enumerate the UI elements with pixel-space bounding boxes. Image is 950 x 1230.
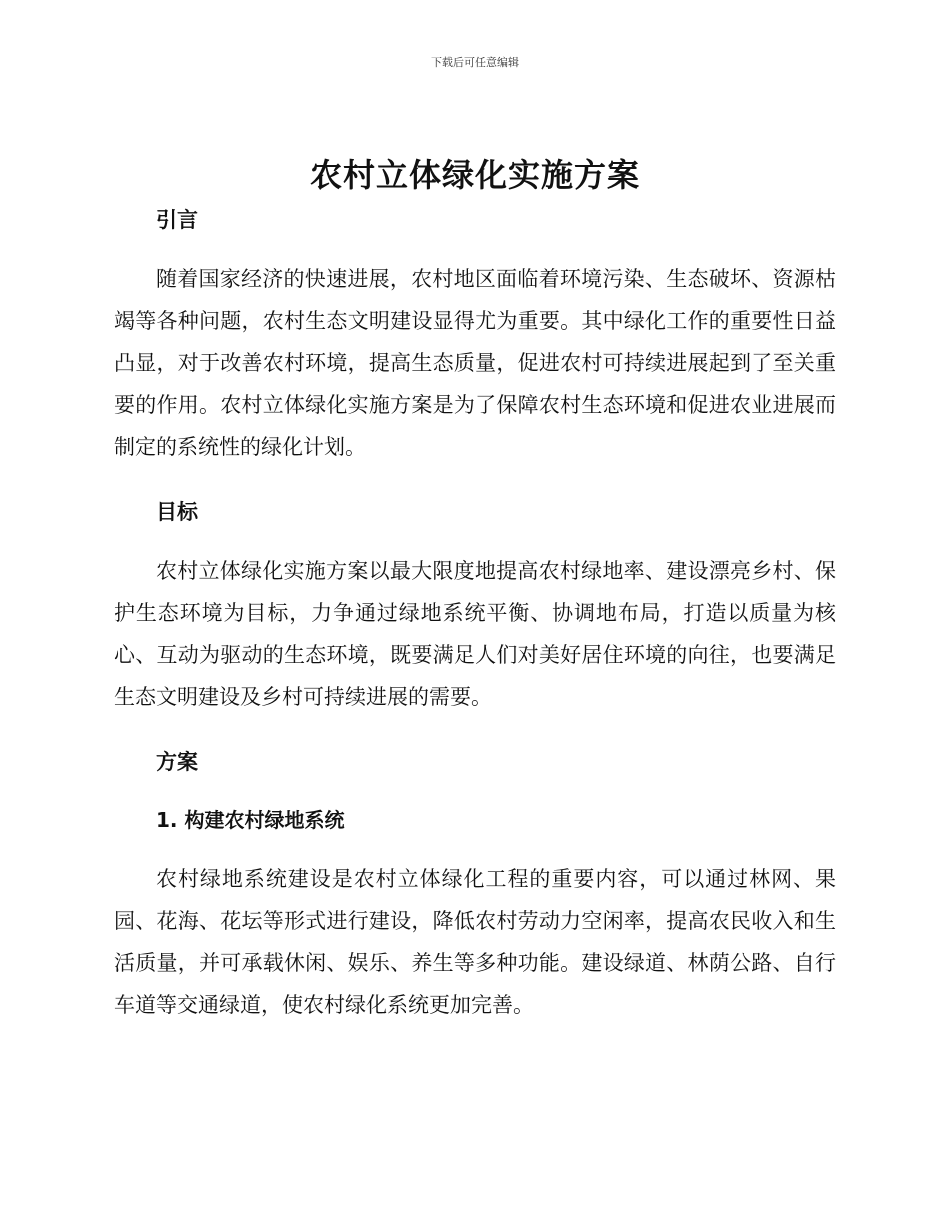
document-body bbox=[114, 200, 836, 1026]
section-heading-plan: 方案 bbox=[156, 750, 198, 774]
green-system-paragraph: 农村绿地系统建设是农村立体绿化工程的重要内容，可以通过林网、果园、花海、花坛等形式进行建设，降低农村劳动力空闲率，提高农民收入和生活质量，并可承载休闲、娱乐、养生等多种功能。建设绿道、林荫公路、自行车道等交通绿道，使农村绿化系统更加完善。 bbox=[114, 867, 836, 1017]
subsection-heading-green-system: 1. 构建农村绿地系统 bbox=[156, 808, 345, 832]
document-title: 农村立体绿化实施方案 bbox=[309, 156, 640, 194]
goal-paragraph: 农村立体绿化实施方案以最大限度地提高农村绿地率、建设漂亮乡村、保护生态环境为目标，力争通过绿地系统平衡、协调地布局，打造以质量为核心、互动为驱动的生态环境，既要满足人们对美好居住环境的向往，也要满足生态文明建设及乡村可持续进展的需要。 bbox=[114, 559, 836, 709]
section-heading-intro: 引言 bbox=[156, 208, 198, 232]
intro-paragraph: 随着国家经济的快速进展，农村地区面临着环境污染、生态破坏、资源枯竭等各种问题，农村生态文明建设显得尤为重要。其中绿化工作的重要性日益凸显，对于改善农村环境，提高生态质量，促进农村可持续进展起到了至关重要的作用。农村立体绿化实施方案是为了保障农村生态环境和促进农业进展而制定的系统性的绿化计划。 bbox=[114, 267, 836, 459]
header-note: 下载后可任意编辑 bbox=[431, 56, 519, 69]
section-heading-goal: 目标 bbox=[156, 500, 198, 524]
